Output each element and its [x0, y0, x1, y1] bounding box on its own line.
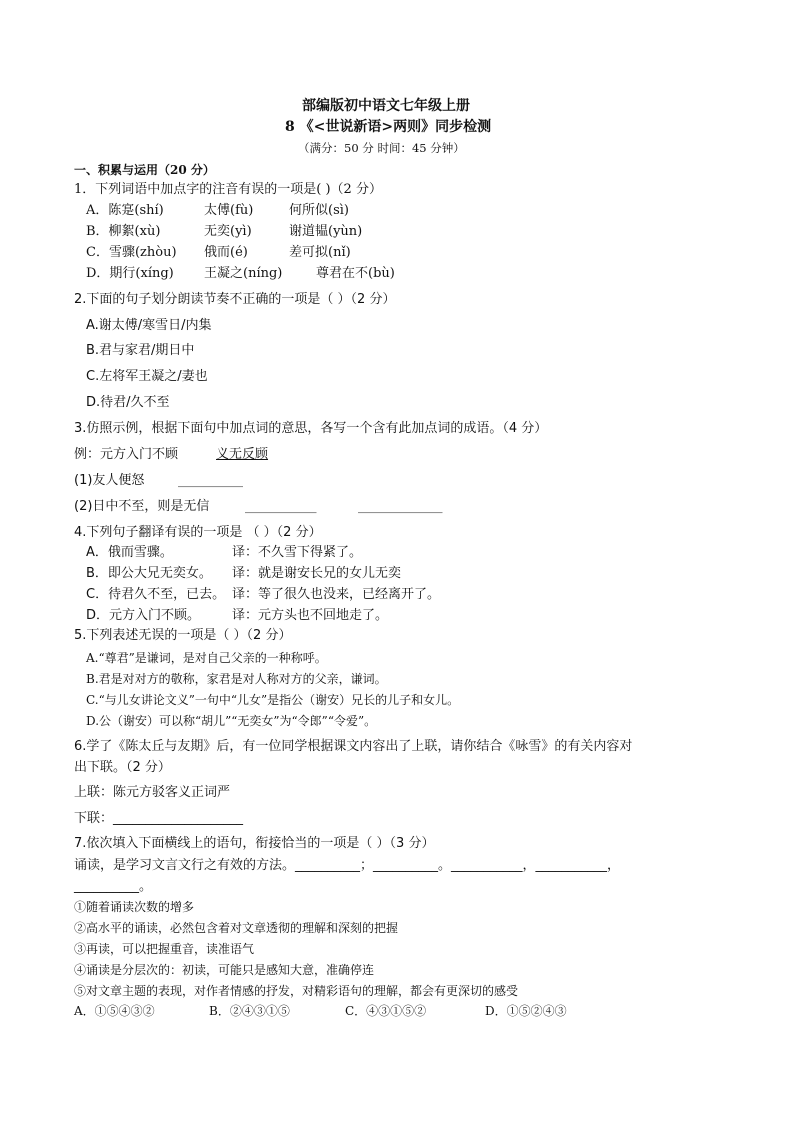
doc-title: 部编版初中语文七年级上册: [302, 98, 470, 114]
q5-stem: 5.下列表述无误的一项是（ ）（2 分）: [74, 628, 292, 643]
q1-option-c-3: 差可拟(nǐ): [289, 245, 351, 260]
q3-blank-2b: _____________: [358, 499, 443, 514]
q4-option-d: D．元方入门不顾。: [86, 608, 201, 623]
q4-option-c-translation: 译：等了很久也没来，已经离开了。: [232, 587, 441, 602]
q4-option-b: B．即公大兄无奕女。: [86, 566, 212, 581]
q7-choice-c: C．④③①⑤②: [345, 1004, 427, 1018]
q5-option-a: A.“尊君”是谦词，是对自己父亲的一种称呼。: [86, 651, 327, 665]
q4-option-c: C．待君久不至，已去。: [86, 587, 226, 602]
q4-option-a-translation: 译：不久雪下得紧了。: [232, 545, 363, 560]
q1-stem: 1．下列词语中加点字的注音有误的一项是( )（2 分）: [74, 182, 382, 197]
score-info: （满分：50 分 时间：45 分钟）: [298, 141, 465, 155]
q2-option-b: B.君与家君/期日中: [86, 343, 195, 358]
q2-option-a: A.谢太傅/寒雪日/内集: [86, 318, 212, 333]
q5-option-c: C.“与儿女讲论文义”一句中“儿女”是指公（谢安）兄长的儿子和女儿。: [86, 693, 460, 707]
q7-item-1: ①随着诵读次数的增多: [74, 900, 195, 914]
q4-option-a: A．俄而雪骤。: [86, 545, 173, 560]
q6-lower-couplet: 下联：____________________: [74, 811, 244, 826]
q4-option-b-translation: 译：就是谢安长兄的女儿无奕: [232, 566, 402, 581]
q1-option-c-1: C．雪骤(zhòu): [86, 245, 177, 260]
q1-option-c-2: 俄而(é): [204, 245, 248, 260]
q3-example: 例：元方入门不顾: [74, 447, 179, 462]
q3-blank-2a: ___________: [245, 499, 317, 514]
q1-option-a-1: A．陈寔(shí): [86, 203, 164, 218]
q7-text-line-1: 诵读，是学习文言文行之有效的方法。__________；__________。___________，___________，: [74, 858, 621, 873]
doc-subtitle: 8 《<世说新语>两则》同步检测: [285, 119, 492, 135]
q1-option-d-1: D．期行(xíng): [86, 266, 174, 281]
q3-blank-1: __________: [178, 473, 243, 488]
q1-option-d-3: 尊君在不(bù): [316, 266, 395, 281]
q1-option-a-3: 何所似(sì): [289, 203, 349, 218]
q7-item-5: ⑤对文章主题的表现，对作者情感的抒发，对精彩语句的理解，都会有更深切的感受: [74, 984, 519, 998]
q7-item-4: ④诵读是分层次的：初读，可能只是感知大意，准确停连: [74, 963, 375, 977]
q3-example-answer: 义无反顾: [216, 447, 269, 462]
q7-choice-d: D．①⑤②④③: [485, 1004, 567, 1018]
q7-text-line-2: __________。: [74, 879, 153, 894]
q7-choice-b: B．②④③①⑤: [209, 1004, 290, 1018]
q6-stem-line-1: 6.学了《陈太丘与友期》后，有一位同学根据课文内容出了上联，请你结合《咏雪》的有关内容对: [74, 739, 633, 754]
q7-stem: 7.依次填入下面横线上的语句，衔接恰当的一项是（ ）（3 分）: [74, 836, 435, 851]
q1-option-b-2: 无奕(yì): [204, 224, 252, 239]
q1-option-d-2: 王凝之(níng): [204, 266, 283, 281]
q7-choice-a: A．①⑤④③②: [74, 1004, 155, 1018]
q7-item-3: ③再读，可以把握重音，读准语气: [74, 942, 255, 956]
q1-option-b-3: 谢道韫(yùn): [289, 224, 363, 239]
q6-upper-couplet: 上联：陈元方驳客义正词严: [74, 785, 231, 800]
q4-stem: 4.下列句子翻译有误的一项是 （ ）（2 分）: [74, 525, 322, 540]
q3-stem: 3.仿照示例，根据下面句中加点词的意思，各写一个含有此加点词的成语。（4 分）: [74, 421, 548, 436]
q3-item-1: (1)友人便怒: [74, 473, 145, 488]
q5-option-d: D.公（谢安）可以称“胡儿”“无奕女”为“令郎”“令爱”。: [86, 714, 377, 728]
q1-option-b-1: B．柳絮(xù): [86, 224, 161, 239]
q3-item-2: (2)日中不至，则是无信: [74, 499, 210, 514]
q1-option-a-2: 太傅(fù): [204, 203, 254, 218]
q2-option-c: C.左将军王凝之/妻也: [86, 369, 208, 384]
q6-stem-line-2: 出下联。（2 分）: [74, 760, 171, 775]
section-heading: 一、积累与运用（20 分）: [74, 163, 215, 177]
q5-option-b: B.君是对对方的敬称，家君是对人称对方的父亲，谦词。: [86, 672, 387, 686]
q2-stem: 2.下面的句子划分朗读节奏不正确的一项是（ ）（2 分）: [74, 292, 396, 307]
q2-option-d: D.待君/久不至: [86, 395, 170, 410]
q7-item-2: ②高水平的诵读，必然包含着对文章透彻的理解和深刻的把握: [74, 921, 399, 935]
q4-option-d-translation: 译：元方头也不回地走了。: [232, 608, 389, 623]
